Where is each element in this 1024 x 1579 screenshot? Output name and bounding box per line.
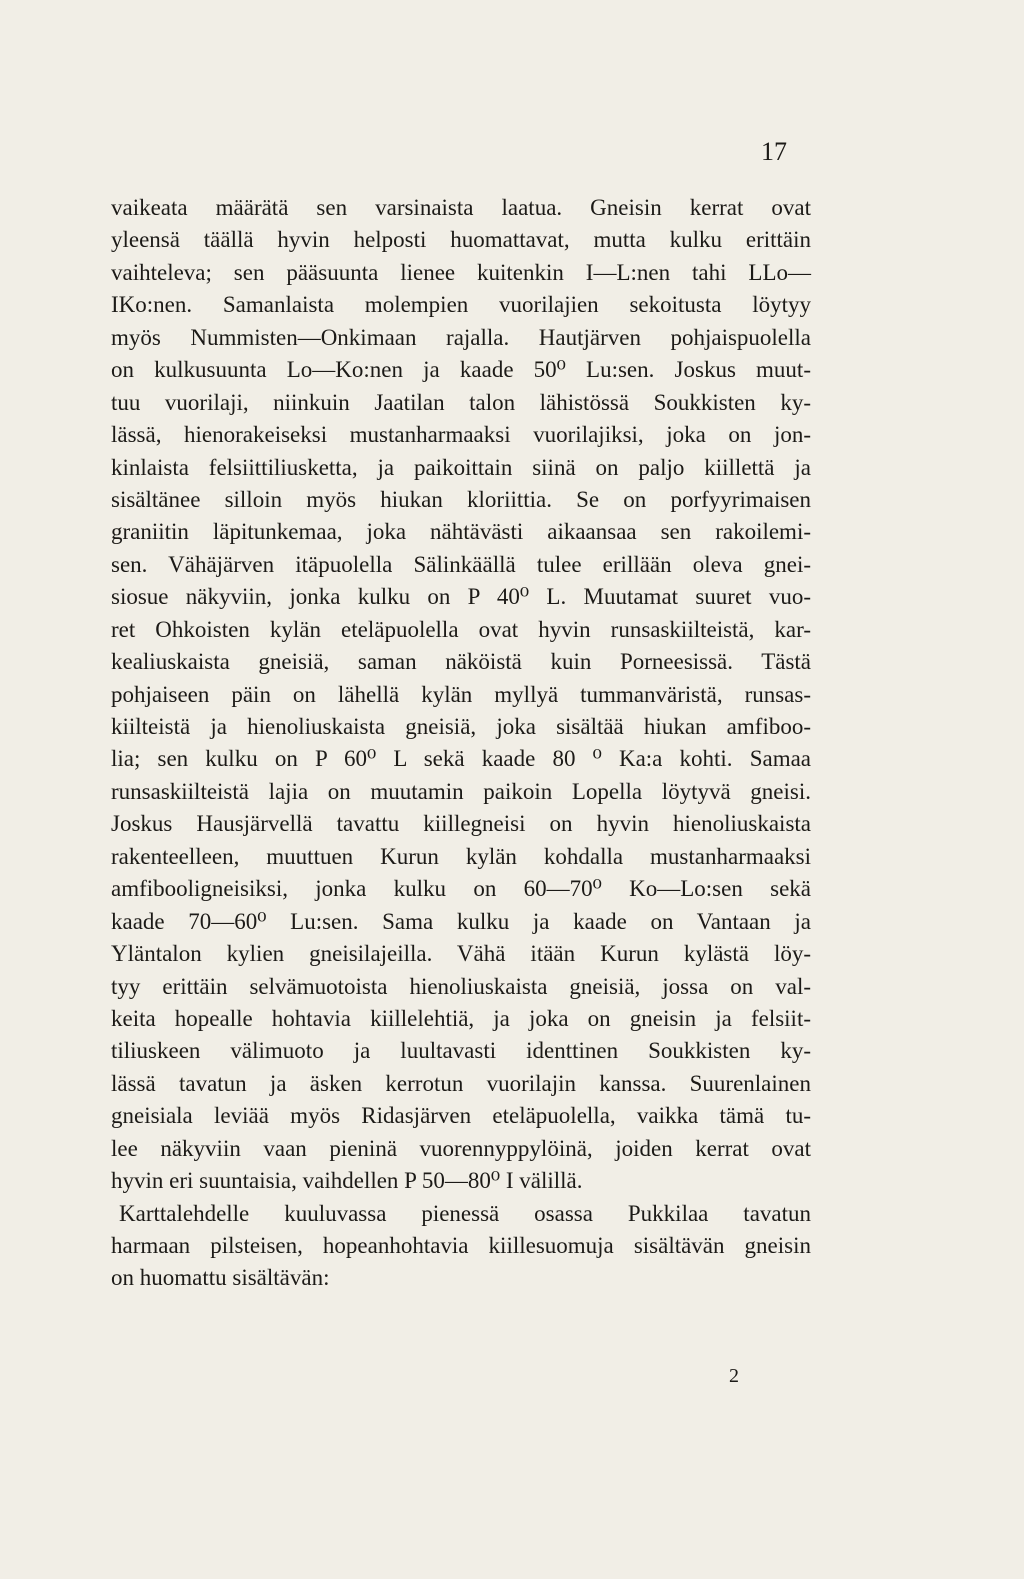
text-line: myös Nummisten—Onkimaan rajalla. Hautjärven pohjaispuolella <box>111 324 811 350</box>
text-line: kiilteistä ja hienoliuskaista gneisiä, joka sisältää hiukan amfiboo- <box>111 714 811 739</box>
text-line: kealiuskaista gneisiä, saman näköistä kuin Porneesissä. Tästä <box>111 649 811 675</box>
text-line: IKo:nen. Samanlaista molempien vuorilajien sekoitusta löytyy <box>111 292 811 318</box>
text-line: rakenteelleen, muuttuen Kurun kylän kohdalla mustanharmaaksi <box>111 843 811 869</box>
text-line: amfibooligneisiksi, jonka kulku on 60—70⁰ Ko—Lo:sen sekä <box>111 876 811 902</box>
text-line: Karttalehdelle kuuluvassa pienessä osassa Pukkilaa tavatun <box>119 1200 811 1226</box>
text-line: sen. Vähäjärven itäpuolella Sälinkäällä tulee erillään oleva gnei- <box>111 551 811 577</box>
text-line: yleensä täällä hyvin helposti huomattavat, mutta kulku erittäin <box>111 227 811 253</box>
page-number: 17 <box>761 137 787 166</box>
text-line: hyvin eri suuntaisia, vaihdellen P 50—80⁰ I välillä. <box>111 1168 583 1194</box>
text-line: Joskus Hausjärvellä tavattu kiillegneisi on hyvin hienoliuskaista <box>111 811 811 837</box>
text-line: runsaskiilteistä lajia on muutamin paikoin Lopella löytyvä gneisi. <box>111 778 811 804</box>
text-line: keita hopealle hohtavia kiillelehtiä, ja joka on gneisin ja felsiit- <box>111 1005 811 1031</box>
text-line: on kulkusuunta Lo—Ko:nen ja kaade 50⁰ Lu:sen. Joskus muut- <box>111 357 811 383</box>
text-line: Yläntalon kylien gneisilajeilla. Vähä itään Kurun kylästä löy- <box>111 941 811 967</box>
text-line: kaade 70—60⁰ Lu:sen. Sama kulku ja kaade on Vantaan ja <box>111 908 811 934</box>
text-line: tuu vuorilaji, niinkuin Jaatilan talon lähistössä Soukkisten ky- <box>111 389 811 415</box>
text-line: harmaan pilsteisen, hopeanhohtavia kiillesuomuja sisältävän gneisin <box>111 1233 811 1258</box>
text-line: graniitin läpitunkemaa, joka nähtävästi aikaansaa sen rakoilemi- <box>111 519 811 545</box>
text-line: lässä tavatun ja äsken kerrotun vuorilajin kanssa. Suurenlainen <box>111 1070 811 1096</box>
text-line: lässä, hienorakeiseksi mustanharmaaksi vuorilajiksi, joka on jon- <box>111 422 811 448</box>
text-line: ret Ohkoisten kylän eteläpuolella ovat hyvin runsaskiilteistä, kar- <box>111 616 811 642</box>
text-line: vaikeata määrätä sen varsinaista laatua. Gneisin kerrat ovat <box>111 195 811 220</box>
signature-mark: 2 <box>729 1365 739 1387</box>
text-line: lia; sen kulku on P 60⁰ L sekä kaade 80 ⁰ Ka:a kohti. Samaa <box>111 746 811 772</box>
text-line: pohjaiseen päin on lähellä kylän myllyä tummanväristä, runsas- <box>111 681 811 707</box>
body-text <box>111 192 811 1295</box>
text-line: on huomattu sisältävän: <box>111 1265 330 1291</box>
text-line: tiliuskeen välimuoto ja luultavasti identtinen Soukkisten ky- <box>111 1038 811 1064</box>
text-line: sisältänee silloin myös hiukan kloriittia. Se on porfyyrimaisen <box>111 486 811 512</box>
text-line: gneisiala leviää myös Ridasjärven eteläpuolella, vaikka tämä tu- <box>111 1103 811 1129</box>
text-line: tyy erittäin selvämuotoista hienoliuskaista gneisiä, jossa on val- <box>111 973 811 999</box>
text-line: lee näkyviin vaan pieninä vuorennyppylöinä, joiden kerrat ovat <box>111 1135 811 1161</box>
text-line: siosue näkyviin, jonka kulku on P 40⁰ L. Muutamat suuret vuo- <box>111 584 811 610</box>
text-line: kinlaista felsiittiliusketta, ja paikoittain siinä on paljo kiillettä ja <box>111 454 811 480</box>
text-line: vaihteleva; sen pääsuunta lienee kuitenkin I—L:nen tahi LLo— <box>111 259 811 285</box>
